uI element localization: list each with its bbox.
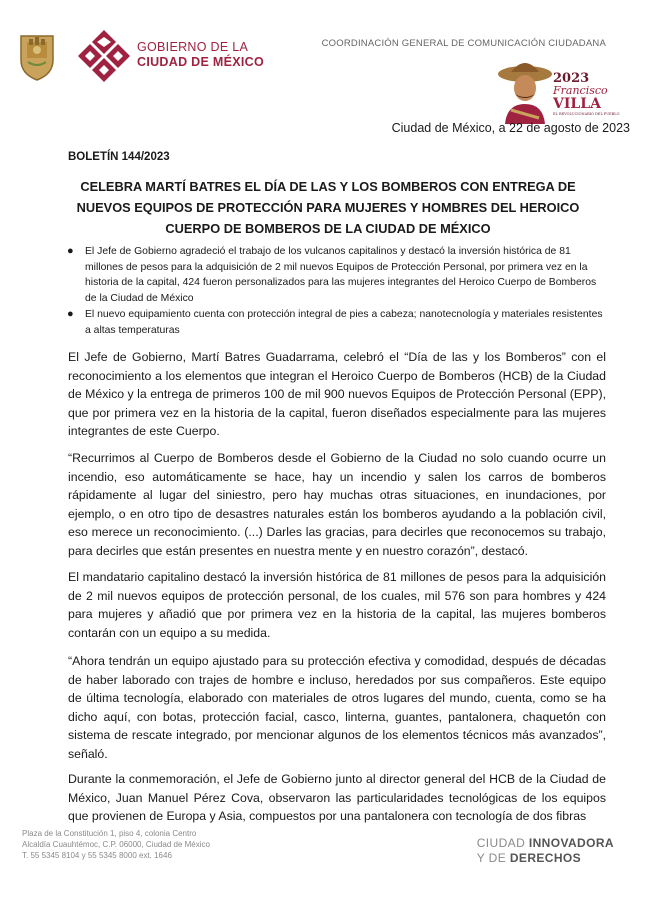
bulletin-number: BOLETÍN 144/2023	[68, 151, 170, 163]
summary-bullet	[67, 307, 605, 338]
cdmx-logo-icon	[78, 28, 130, 84]
coat-of-arms-icon	[18, 30, 56, 82]
government-name-line1: GOBIERNO DE LA	[137, 40, 249, 54]
slogan-emphasis: DERECHOS	[509, 851, 582, 865]
villa-tagline: EL REVOLUCIONARIO DEL PUEBLO	[553, 112, 620, 116]
summary-bullet-text: El nuevo equipamiento cuenta con protección integral de pies a cabeza; nanotecnología y materiales resistentes a altas temperaturas	[85, 309, 603, 336]
coordination-name: COORDINACIÓN GENERAL DE COMUNICACIÓN CIUDADANA	[321, 38, 606, 49]
body-paragraph: El Jefe de Gobierno, Martí Batres Guadarrama, celebró el “Día de las y los Bomberos” con el reconocimiento a los elementos que integran el Heroico Cuerpo de Bomberos (HCB) de la Ciudad de México y la entrega de primeros 100 de mil 900 nuevos Equipos de Protección Personal (EPP), que por primera vez en la historia de la capital, fueron diseñados especialmente para las mujeres integrantes de este Cuerpo.	[68, 350, 606, 438]
francisco-villa-portrait-icon	[497, 60, 553, 124]
villa-year: 2023	[553, 71, 590, 86]
footer-address-line: Plaza de la Constitución 1, piso 4, colonia Centro	[22, 829, 197, 838]
summary-bullet	[67, 244, 605, 306]
slogan-part: CIUDAD	[476, 836, 529, 850]
body-paragraph: El mandatario capitalino destacó la inversión histórica de 81 millones de pesos para la adquisición de 2 mil nuevos equipos de protección personal, de los cuales, mil 576 son para hombres y 424 para mujeres y añadió que por primera vez en la historia de la capital, las mujeres bomberos contarán con un equipo a su medida.	[68, 570, 606, 640]
government-name-line2: CIUDAD DE MÉXICO	[137, 55, 265, 69]
bullet-dot-icon: ●	[67, 308, 74, 320]
villa-surname: VILLA	[553, 96, 601, 112]
villa-first-name: Francisco	[553, 84, 608, 97]
government-name	[137, 40, 264, 70]
footer-address	[22, 828, 210, 861]
bullet-dot-icon: ●	[67, 245, 74, 257]
body-paragraph: Durante la conmemoración, el Jefe de Gobierno junto al director general del HCB de la Ciudad de México, Juan Manuel Pérez Cova, observaron las particularidades tecnológicas de los equipos que provienen de Europa y Asia, compuestos por una pantalonera con tecnología de dos fibras	[68, 772, 606, 823]
dateline: Ciudad de México, a 22 de agosto de 2023	[391, 121, 630, 135]
villa-year-emblem	[553, 72, 623, 117]
footer-slogan	[477, 836, 614, 866]
footer-address-line: Alcaldía Cuauhtémoc, C.P. 06000, Ciudad de México	[22, 840, 210, 849]
body-paragraph: “Recurrimos al Cuerpo de Bomberos desde el Gobierno de la Ciudad no solo cuando ocurre un incendio, eso automáticamente se hace, hay un incendio y salen los carros de bomberos rápidamente al lugar del siniestro, pero hay muchas otras situaciones, en inundaciones, por ejemplo, o en otro tipo de desastres naturales están los bomberos ayudando a la población civil, eso merece un reconocimiento. (...) Darles las gracias, para decirles que reconocemos su trabajo, para decirles que están presentes en nuestra mente y en nuestro corazón”, destacó.	[68, 451, 606, 558]
footer-address-line: T. 55 5345 8104 y 55 5345 8000 ext. 1646	[22, 851, 172, 860]
slogan-emphasis: INNOVADORA	[528, 836, 614, 850]
slogan-part: Y DE	[476, 851, 510, 865]
summary-bullets	[67, 244, 605, 339]
body-paragraph: “Ahora tendrán un equipo ajustado para su protección efectiva y comodidad, después de décadas de haber laborado con trajes de hombre e incluso, heredados por sus compañeros. Este equipo de última tecnología, elaborado con materiales de otros lugares del mundo, cuenta, como se ha dicho aquí, con botas, protección facial, casco, linterna, guantes, pantalonera, chaquetón con sistema de rescate integrado, por mencionar algunos de los elementos técnicos más avanzados”, señaló.	[68, 654, 606, 761]
headline: CELEBRA MARTÍ BATRES EL DÍA DE LAS Y LOS BOMBEROS CON ENTREGA DE NUEVOS EQUIPOS DE PROTECCIÓN PARA MUJERES Y HOMBRES DEL HEROICO CUERPO DE BOMBEROS DE LA CIUDAD DE MÉXICO	[76, 179, 580, 236]
summary-bullet-text: El Jefe de Gobierno agradeció el trabajo de los vulcanos capitalinos y destacó la inversión histórica de 81 millones de pesos para la adquisición de 2 mil nuevos Equipos de Protección Personal, por primera vez en la historia de la capital, 424 fueron personalizados para las mujeres integrantes del Heroico Cuerpo de Bomberos de la Ciudad de México	[85, 246, 597, 304]
